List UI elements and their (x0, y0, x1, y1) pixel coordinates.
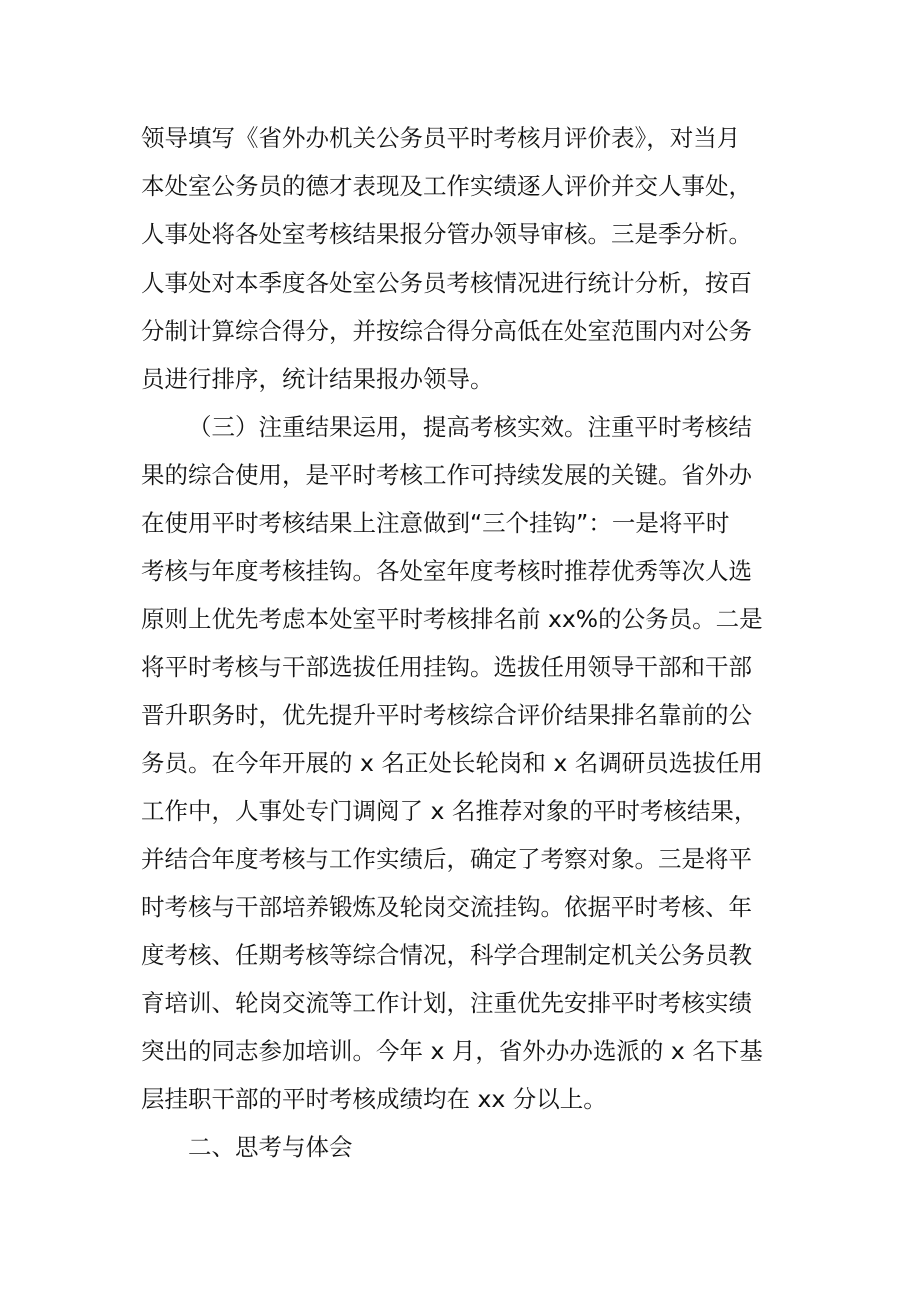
body-text-line: 晋升职务时，优先提升平时考核综合评价结果排名靠前的公 (141, 701, 752, 729)
body-text-line: 本处室公务员的德才表现及工作实绩逐人评价并交人事处， (141, 172, 752, 200)
body-text-line: 人事处对本季度各处室公务员考核情况进行统计分析，按百 (141, 269, 752, 297)
body-text-line: 员进行排序，统计结果报办领导。 (141, 365, 494, 393)
body-text-line: 育培训、轮岗交流等工作计划，注重优先安排平时考核实绩 (141, 989, 752, 1017)
body-text-line: 原则上优先考虑本处室平时考核排名前 xx%的公务员。二是 (141, 605, 763, 633)
body-text-line: 务员。在今年开展的 x 名正处长轮岗和 x 名调研员选拔任用 (141, 749, 763, 777)
body-text-line: 人事处将各处室考核结果报分管办领导审核。三是季分析。 (141, 220, 752, 248)
body-text-line: 考核与年度考核挂钩。各处室年度考核时推荐优秀等次人选 (141, 557, 752, 585)
section-heading-2: 二、思考与体会 (188, 1133, 353, 1161)
body-text-line: 在使用平时考核结果上注意做到“三个挂钩”：一是将平时 (141, 509, 730, 537)
body-text-line: 并结合年度考核与工作实绩后，确定了考察对象。三是将平 (141, 845, 752, 873)
body-text-line: 果的综合使用，是平时考核工作可持续发展的关键。省外办 (141, 461, 752, 489)
body-text-line: 工作中，人事处专门调阅了 x 名推荐对象的平时考核结果， (141, 797, 758, 825)
body-text-line: 时考核与干部培养锻炼及轮岗交流挂钩。依据平时考核、年 (141, 893, 752, 921)
body-text-line: 领导填写《省外办机关公务员平时考核月评价表》，对当月 (141, 124, 741, 152)
body-text-line: 分制计算综合得分，并按综合得分高低在处室范围内对公务 (141, 317, 752, 345)
body-text-line: 度考核、任期考核等综合情况，科学合理制定机关公务员教 (141, 941, 752, 969)
body-text-line: 层挂职干部的平时考核成绩均在 xx 分以上。 (141, 1085, 607, 1113)
section-heading-3: （三）注重结果运用，提高考核实效。注重平时考核结 (188, 413, 752, 441)
body-text-line: 突出的同志参加培训。今年 x 月，省外办办选派的 x 名下基 (141, 1037, 763, 1065)
body-text-line: 将平时考核与干部选拔任用挂钩。选拔任用领导干部和干部 (141, 653, 752, 681)
